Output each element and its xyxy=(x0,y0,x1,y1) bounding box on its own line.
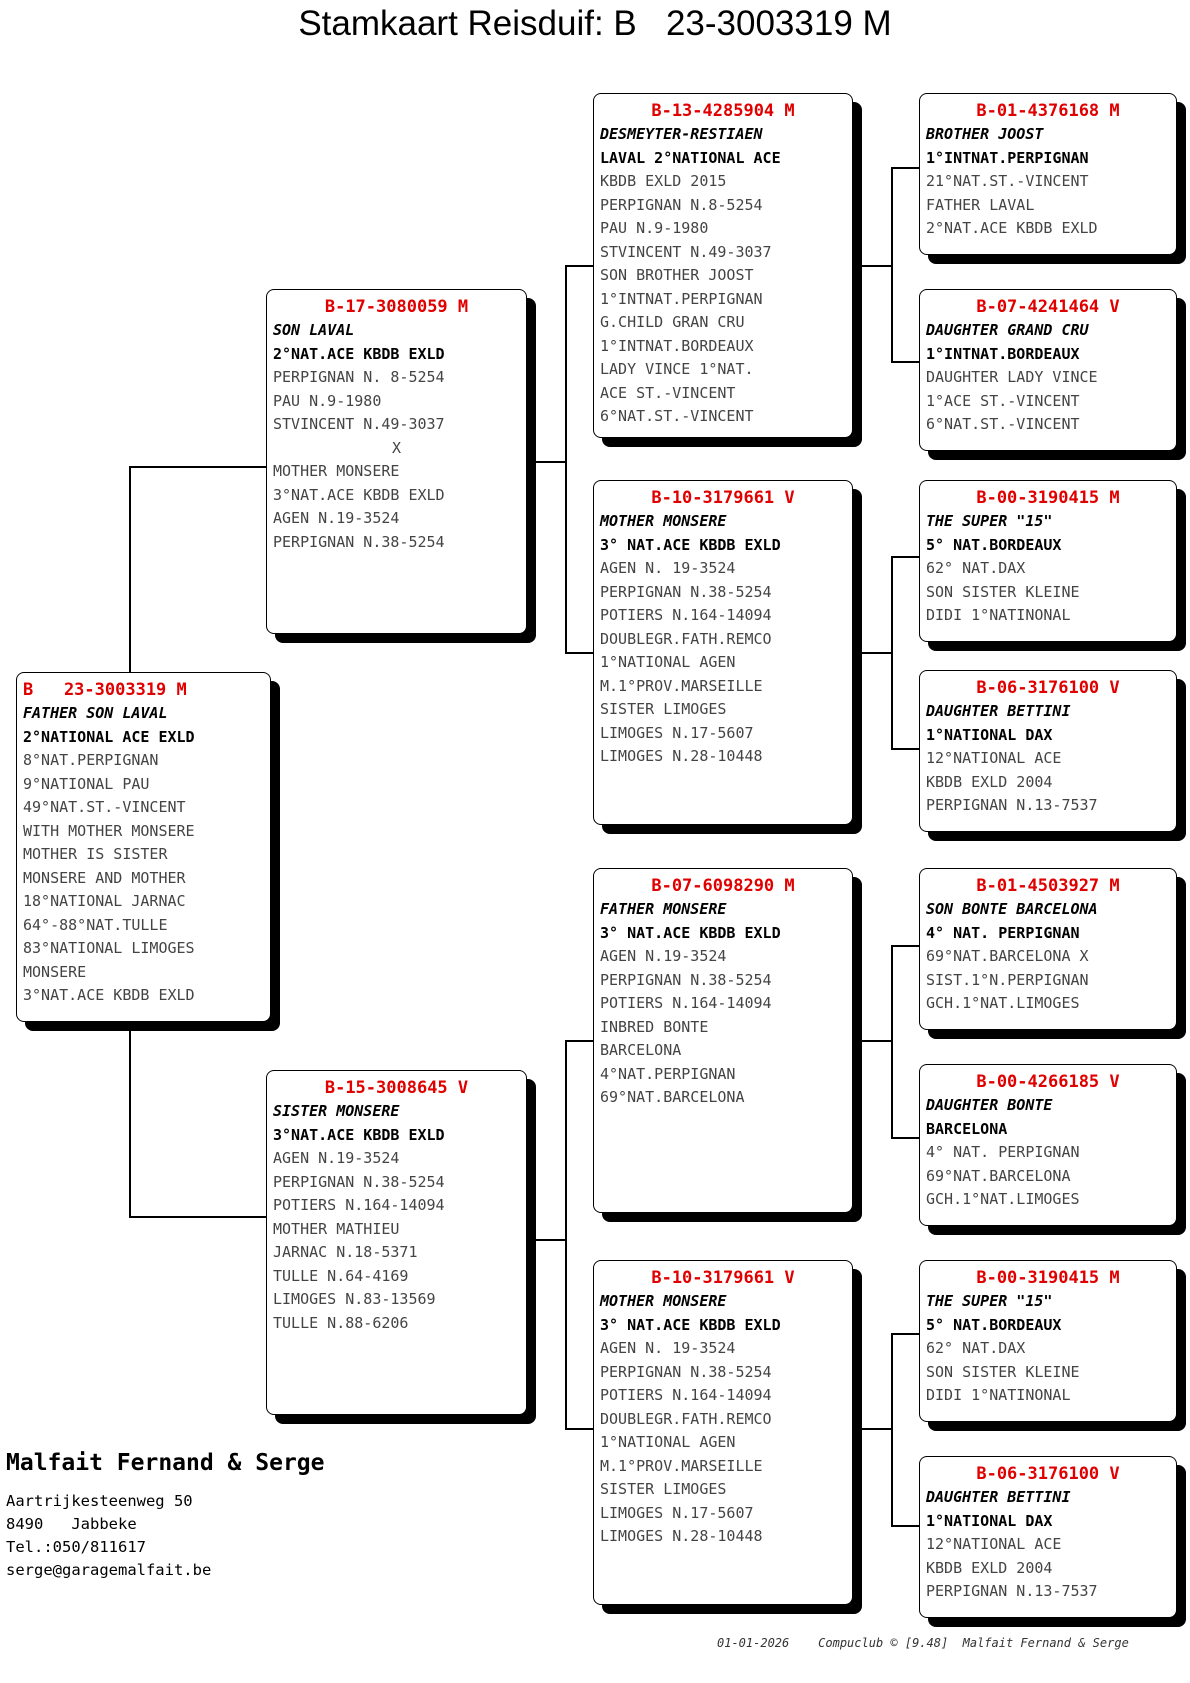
info-line: FATHER SON LAVAL xyxy=(23,704,168,722)
info-line: KBDB EXLD 2004 xyxy=(926,772,1053,791)
ring-number: B-07-4241464 V xyxy=(976,297,1120,317)
owner-city: 8490 Jabbeke xyxy=(6,1515,137,1533)
info-line: 12°NATIONAL ACE xyxy=(926,749,1062,767)
info-line: DOUBLEGR.FATH.REMCO xyxy=(600,629,772,648)
info-line: 21°NAT.ST.-VINCENT xyxy=(926,172,1089,190)
info-line: BARCELONA xyxy=(600,1041,682,1059)
info-line: DAUGHTER LADY VINCE xyxy=(926,368,1098,386)
connector-mff xyxy=(891,945,919,947)
info-line: WITH MOTHER MONSERE xyxy=(23,821,195,840)
connector-mf xyxy=(565,1040,593,1042)
info-line: AGEN N.19-3524 xyxy=(600,947,727,965)
info-line: BARCELONA xyxy=(926,1119,1008,1138)
connector-mf-vertical xyxy=(891,945,893,1138)
connector-subject-vertical-2 xyxy=(129,1022,131,1217)
info-line: 1°INTNAT.BORDEAUX xyxy=(926,344,1080,363)
info-line: MOTHER MONSERE xyxy=(600,512,727,530)
info-line: X xyxy=(391,438,402,457)
pigeon-card-mmm xyxy=(919,1456,1177,1618)
info-line: 9°NATIONAL PAU xyxy=(23,774,150,793)
info-line: 3° NAT.ACE KBDB EXLD xyxy=(600,535,781,554)
connector-mmf xyxy=(891,1333,919,1335)
info-line: LAVAL 2°NATIONAL ACE xyxy=(600,148,781,167)
info-line: 1°NATIONAL DAX xyxy=(926,725,1053,744)
info-line: POTIERS N.164-14094 xyxy=(600,994,772,1012)
info-line: 1°NATIONAL AGEN xyxy=(600,1433,736,1451)
ring-number: B-13-4285904 M xyxy=(651,101,795,121)
connector-mfm xyxy=(891,1137,919,1139)
info-line: GCH.1°NAT.LIMOGES xyxy=(926,994,1080,1012)
info-line: LIMOGES N.83-13569 xyxy=(273,1290,436,1308)
info-line: SON BROTHER JOOST xyxy=(600,266,754,284)
info-line: MOTHER IS SISTER xyxy=(23,845,168,863)
info-line: 18°NATIONAL JARNAC xyxy=(23,892,186,910)
info-line: POTIERS N.164-14094 xyxy=(600,606,772,624)
info-line: FATHER LAVAL xyxy=(926,195,1035,214)
info-line: 69°NAT.BARCELONA xyxy=(926,1166,1071,1185)
info-line: POTIERS N.164-14094 xyxy=(273,1196,445,1214)
connector-subject-vertical xyxy=(129,466,131,672)
info-line: SON SISTER KLEINE xyxy=(926,1362,1080,1381)
info-line: MOTHER MATHIEU xyxy=(273,1219,400,1238)
info-line: 1°NATIONAL AGEN xyxy=(600,653,736,671)
pigeon-card-mfm xyxy=(919,1064,1177,1226)
connector-subject-father xyxy=(129,466,266,468)
info-line: G.CHILD GRAN CRU xyxy=(600,313,745,331)
info-line: DIDI 1°NATINONAL xyxy=(926,1386,1071,1404)
info-line: 6°NAT.ST.-VINCENT xyxy=(926,415,1080,433)
info-line: SISTER MONSERE xyxy=(273,1102,400,1120)
pigeon-card-father-father xyxy=(593,93,853,438)
connector-mm-vertical xyxy=(891,1333,893,1525)
info-line: PERPIGNAN N.38-5254 xyxy=(600,970,772,989)
connector-fmf xyxy=(891,556,919,558)
ring-number: B-06-3176100 V xyxy=(976,678,1120,698)
info-line: 1°INTNAT.PERPIGNAN xyxy=(600,289,763,308)
ring-number: B-10-3179661 V xyxy=(651,488,795,508)
info-line: DAUGHTER GRAND CRU xyxy=(926,321,1089,339)
info-line: 6°NAT.ST.-VINCENT xyxy=(600,407,754,425)
info-line: 4° NAT. PERPIGNAN xyxy=(926,923,1080,942)
info-line: THE SUPER "15" xyxy=(926,1292,1053,1310)
info-line: 62° NAT.DAX xyxy=(926,1339,1026,1357)
info-line: PERPIGNAN N.38-5254 xyxy=(273,532,445,551)
info-line: SIST.1°N.PERPIGNAN xyxy=(926,970,1089,989)
connector-fm-vertical xyxy=(891,556,893,748)
info-line: AGEN N.19-3524 xyxy=(273,1149,400,1167)
connector-mm xyxy=(565,1428,593,1430)
info-line: SISTER LIMOGES xyxy=(600,1480,727,1498)
owner-phone: Tel.:050/811617 xyxy=(6,1538,146,1556)
ring-number: B-01-4503927 M xyxy=(976,876,1120,896)
info-line: 3° NAT.ACE KBDB EXLD xyxy=(600,923,781,942)
info-line: AGEN N. 19-3524 xyxy=(600,1339,736,1357)
info-line: 2°NAT.ACE KBDB EXLD xyxy=(926,219,1098,237)
pigeon-card-father-mother xyxy=(593,480,853,825)
info-line: 2°NAT.ACE KBDB EXLD xyxy=(273,344,445,363)
pigeon-card-father xyxy=(266,289,527,634)
connector-mother-out xyxy=(527,1239,565,1241)
info-line: PAU N.9-1980 xyxy=(273,391,382,410)
info-line: MOTHER MONSERE xyxy=(273,462,400,480)
footer-credits: 01-01-2026 Compuclub © [9.48] Malfait Fernand & Serge xyxy=(717,1636,1129,1650)
info-line: M.1°PROV.MARSEILLE xyxy=(600,1456,763,1475)
info-line: PERPIGNAN N.13-7537 xyxy=(926,1582,1098,1600)
connector-mf-out xyxy=(853,1040,891,1042)
info-line: TULLE N.64-4169 xyxy=(273,1266,409,1285)
info-line: BROTHER JOOST xyxy=(926,125,1044,143)
info-line: FATHER MONSERE xyxy=(600,900,727,918)
info-line: SON SISTER KLEINE xyxy=(926,582,1080,601)
info-line: M.1°PROV.MARSEILLE xyxy=(600,676,763,695)
ring-number: B-15-3008645 V xyxy=(324,1078,469,1098)
info-line: AGEN N.19-3524 xyxy=(273,509,400,527)
info-line: DAUGHTER BONTE xyxy=(926,1096,1053,1114)
ring-number: B-01-4376168 M xyxy=(976,101,1120,121)
info-line: KBDB EXLD 2004 xyxy=(926,1558,1053,1577)
owner-name: Malfait Fernand & Serge xyxy=(6,1450,325,1476)
info-line: STVINCENT N.49-3037 xyxy=(273,415,445,433)
info-line: LIMOGES N.17-5607 xyxy=(600,1503,754,1522)
ring-number: B-17-3080059 M xyxy=(324,297,469,317)
info-line: LADY VINCE 1°NAT. xyxy=(600,360,754,378)
connector-fmm xyxy=(891,748,919,750)
connector-ff-vertical xyxy=(891,167,893,362)
pigeon-card-fff xyxy=(919,93,1177,255)
info-line: DAUGHTER BETTINI xyxy=(926,1488,1071,1506)
info-line: 83°NATIONAL LIMOGES xyxy=(23,939,195,957)
info-line: LIMOGES N.28-10448 xyxy=(600,747,763,765)
pigeon-card-mother-mother xyxy=(593,1260,853,1605)
ring-number: B 23-3003319 M xyxy=(23,680,187,700)
info-line: JARNAC N.18-5371 xyxy=(273,1243,418,1261)
info-line: 3° NAT.ACE KBDB EXLD xyxy=(600,1315,781,1334)
connector-fm xyxy=(565,652,593,654)
info-line: LIMOGES N.28-10448 xyxy=(600,1527,763,1545)
info-line: 3°NAT.ACE KBDB EXLD xyxy=(23,986,195,1004)
info-line: 8°NAT.PERPIGNAN xyxy=(23,751,159,769)
info-line: 1°INTNAT.PERPIGNAN xyxy=(926,148,1089,167)
pigeon-card-mother-father xyxy=(593,868,853,1213)
info-line: PERPIGNAN N.13-7537 xyxy=(926,796,1098,814)
info-line: MONSERE xyxy=(23,962,87,981)
connector-fm-out xyxy=(853,652,891,654)
connector-mother-vertical xyxy=(565,1040,567,1429)
connector-ff-out xyxy=(853,265,891,267)
info-line: MOTHER MONSERE xyxy=(600,1292,727,1310)
info-line: POTIERS N.164-14094 xyxy=(600,1386,772,1404)
info-line: SON LAVAL xyxy=(273,321,355,339)
info-line: 5° NAT.BORDEAUX xyxy=(926,535,1062,554)
info-line: 1°NATIONAL DAX xyxy=(926,1511,1053,1530)
info-line: TULLE N.88-6206 xyxy=(273,1313,409,1332)
connector-father-vertical xyxy=(565,265,567,652)
info-line: DESMEYTER-RESTIAEN xyxy=(600,125,763,143)
ring-number: B-00-3190415 M xyxy=(976,1268,1120,1288)
info-line: PERPIGNAN N.38-5254 xyxy=(273,1172,445,1191)
info-line: 64°-88°NAT.TULLE xyxy=(23,915,168,934)
info-line: 4°NAT.PERPIGNAN xyxy=(600,1064,736,1083)
info-line: MONSERE AND MOTHER xyxy=(23,868,186,887)
connector-ffm xyxy=(891,361,919,363)
ring-number: B-10-3179661 V xyxy=(651,1268,795,1288)
info-line: 3°NAT.ACE KBDB EXLD xyxy=(273,1125,445,1144)
info-line: PERPIGNAN N.8-5254 xyxy=(600,195,763,214)
info-line: DIDI 1°NATINONAL xyxy=(926,606,1071,624)
connector-fff xyxy=(891,167,919,169)
info-line: GCH.1°NAT.LIMOGES xyxy=(926,1190,1080,1208)
ring-number: B-00-4266185 V xyxy=(976,1072,1120,1092)
info-line: THE SUPER "15" xyxy=(926,512,1053,530)
pigeon-card-subject xyxy=(16,672,271,1022)
info-line: SON BONTE BARCELONA xyxy=(926,900,1098,918)
info-line: 2°NATIONAL ACE EXLD xyxy=(23,727,195,746)
info-line: 4° NAT. PERPIGNAN xyxy=(926,1143,1080,1161)
connector-father-out xyxy=(527,461,565,463)
info-line: KBDB EXLD 2015 xyxy=(600,172,727,190)
pigeon-card-ffm xyxy=(919,289,1177,451)
connector-ff xyxy=(565,265,593,267)
ring-number: B-00-3190415 M xyxy=(976,488,1120,508)
info-line: DAUGHTER BETTINI xyxy=(926,702,1071,720)
pigeon-card-fmm xyxy=(919,670,1177,832)
pigeon-card-mother xyxy=(266,1070,527,1415)
ring-number: B-07-6098290 M xyxy=(651,876,795,896)
info-line: 62° NAT.DAX xyxy=(926,559,1026,577)
owner-email: serge@garagemalfait.be xyxy=(6,1561,212,1579)
info-line: AGEN N. 19-3524 xyxy=(600,559,736,577)
info-line: PERPIGNAN N. 8-5254 xyxy=(273,368,445,386)
pigeon-card-fmf xyxy=(919,480,1177,642)
info-line: 69°NAT.BARCELONA xyxy=(600,1088,745,1106)
info-line: PERPIGNAN N.38-5254 xyxy=(600,1362,772,1381)
info-line: LIMOGES N.17-5607 xyxy=(600,723,754,742)
info-line: ACE ST.-VINCENT xyxy=(600,383,736,402)
info-line: 1°ACE ST.-VINCENT xyxy=(926,391,1080,410)
info-line: 3°NAT.ACE KBDB EXLD xyxy=(273,485,445,504)
pigeon-card-mff xyxy=(919,868,1177,1030)
info-line: INBRED BONTE xyxy=(600,1017,709,1036)
info-line: 69°NAT.BARCELONA X xyxy=(926,947,1089,965)
info-line: 12°NATIONAL ACE xyxy=(926,1535,1062,1553)
page-title: Stamkaart Reisduif: B 23-3003319 M xyxy=(298,4,892,43)
info-line: 5° NAT.BORDEAUX xyxy=(926,1315,1062,1334)
ring-number: B-06-3176100 V xyxy=(976,1464,1120,1484)
info-line: DOUBLEGR.FATH.REMCO xyxy=(600,1409,772,1428)
owner-address: Aartrijkesteenweg 50 xyxy=(6,1492,193,1510)
info-line: SISTER LIMOGES xyxy=(600,700,727,718)
info-line: PERPIGNAN N.38-5254 xyxy=(600,582,772,601)
info-line: 49°NAT.ST.-VINCENT xyxy=(23,798,186,816)
connector-subject-mother xyxy=(129,1216,266,1218)
info-line: PAU N.9-1980 xyxy=(600,219,709,237)
connector-mm-out xyxy=(853,1428,891,1430)
info-line: 1°INTNAT.BORDEAUX xyxy=(600,336,754,355)
info-line: STVINCENT N.49-3037 xyxy=(600,242,772,261)
pigeon-card-mmf xyxy=(919,1260,1177,1422)
connector-mmm xyxy=(891,1525,919,1527)
